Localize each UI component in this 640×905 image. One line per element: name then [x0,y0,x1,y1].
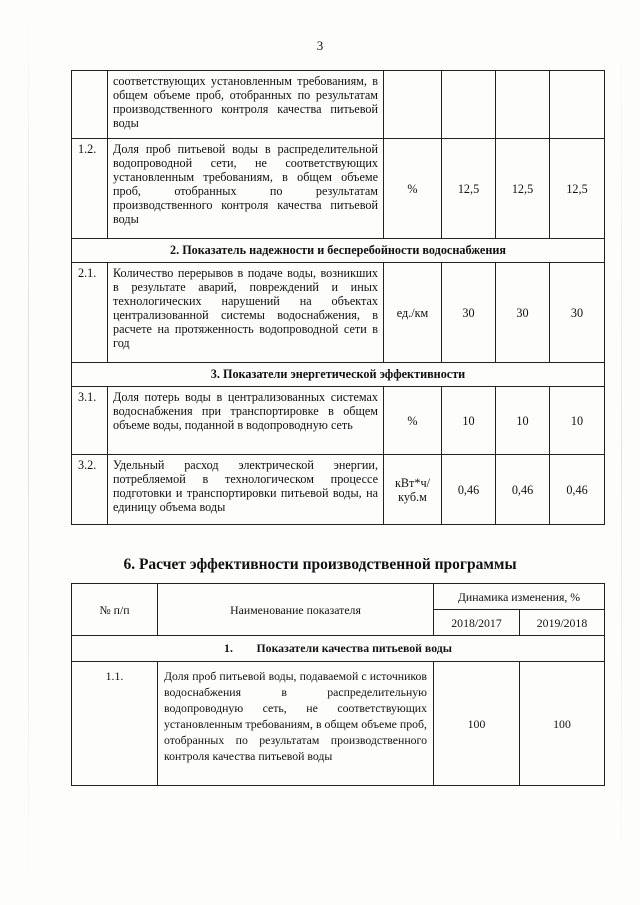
column-header-year: 2019/2018 [520,610,605,636]
value-cell: 0,46 [550,455,605,525]
value-cell: 12,5 [496,139,550,239]
row-number: 1.1. [72,662,158,786]
indicator-name: Доля проб питьевой воды, подаваемой с источников водоснабжения в распределительную водопроводную сеть, не соответствующих установленным требованиям, в общем объеме проб, отобранных по результатам производственного контроля качества питьевой воды [158,662,434,786]
table-row [72,662,605,786]
table-row [72,387,605,455]
row-number: 1.2. [72,139,108,239]
value-cell: 0,46 [442,455,496,525]
value-cell [496,71,550,139]
value-cell: 30 [550,263,605,363]
indicator-name: Доля потерь воды в централизованных системах водоснабжения при транспортировке в общем объеме воды, поданной в водопроводную сеть [108,387,384,455]
value-cell: 30 [496,263,550,363]
indicator-name: соответствующих установленным требованиям, в общем объеме проб, отобранных по результатам производственного контроля качества питьевой воды [108,71,384,139]
column-header-dynamics: Динамика изменения, % [434,584,605,610]
table-row [72,139,605,239]
value-cell: 10 [442,387,496,455]
section-row [72,636,605,662]
value-cell [550,71,605,139]
value-cell: 12,5 [442,139,496,239]
value-cell [442,71,496,139]
value-cell: 100 [434,662,520,786]
row-number: 3.2. [72,455,108,525]
row-number: 2.1. [72,263,108,363]
indicators-table [71,70,605,525]
section-title: 3. Показатели энергетической эффективности [72,363,605,387]
indicator-name: Удельный расход электрической энергии, потребляемой в технологическом процессе подготовки и транспортировки питьевой воды, на единицу объема воды [108,455,384,525]
indicator-unit: ед./км [384,263,442,363]
column-header-year: 2018/2017 [434,610,520,636]
section-title: 1. Показатели качества питьевой воды [72,636,605,662]
value-cell: 10 [496,387,550,455]
value-cell: 12,5 [550,139,605,239]
scan-margin-line-right [621,0,622,905]
value-cell: 10 [550,387,605,455]
indicator-unit: % [384,139,442,239]
indicator-name: Количество перерывов в подаче воды, возникших в результате аварий, повреждений и иных технологических нарушений на объектах централизованной системы водоснабжения, в расчете на протяженность водопроводной сети в год [108,263,384,363]
table-row [72,263,605,363]
indicator-unit: % [384,387,442,455]
indicator-unit: кВт*ч/ куб.м [384,455,442,525]
header-row [72,584,605,610]
section-row [72,239,605,263]
column-header-number: № п/п [72,584,158,636]
section-heading: 6. Расчет эффективности производственной программы [123,556,517,573]
row-number [72,71,108,139]
value-cell: 100 [520,662,605,786]
indicator-unit [384,71,442,139]
scan-margin-line [28,0,29,905]
section-row [72,363,605,387]
indicator-name: Доля проб питьевой воды в распределительной водопроводной сети, не соответствующих установленным требованиям, в общем объеме проб, отобранных по результатам производственного контроля качества питьевой воды [108,139,384,239]
table-row [72,71,605,139]
table-row [72,455,605,525]
section-title: 2. Показатель надежности и бесперебойности водоснабжения [72,239,605,263]
page-number: 3 [316,38,324,53]
value-cell: 0,46 [496,455,550,525]
column-header-name: Наименование показателя [158,584,434,636]
value-cell: 30 [442,263,496,363]
row-number: 3.1. [72,387,108,455]
efficiency-table [71,583,605,786]
